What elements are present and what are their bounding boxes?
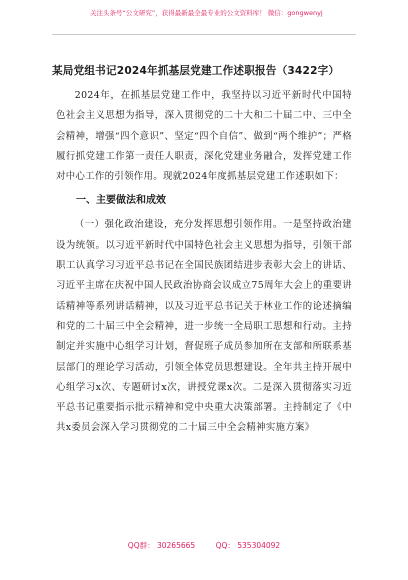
intro-paragraph: 2024年，在抓基层党建工作中，我坚持以习近平新时代中国特色社会主义思想为指导，深入贯彻党的二十大和二十届二中、三中全会精神，增强“四个意识”、坚定“四个自信”、做到“两个维护”；严格履行抓党建工作第一责任人职责，深化党建业务融合，发挥党建工作对中心工作的引领作用。现就2024年度抓基层党建工作述职如下： (56, 90, 352, 183)
header-divider (52, 34, 356, 35)
section-heading: 一、主要做法和成效 (76, 195, 166, 207)
document-title: 某局党组书记2024年抓基层党建工作述职报告（3422字） (52, 65, 340, 77)
qq-group-text: QQ群： 30265665 (127, 541, 196, 550)
section-paragraph: （一）强化政治建设，充分发挥思想引领作用。一是坚持政治建设为统领。以习近平新时代中国特色社会主义思想为指导，引领干部职工认真学习习近平总书记在全国民族团结进步表彰大会上的讲话、习近平主席在庆祝中国人民政治协商会议成立75周年大会上的重要讲话精神等系列讲话精神，以及习近平总书记关于林业工作的论述摘编和党的二十届三中全会精神，进一步统一全局职工思想和行动。主持制定并实施中心组学习计划，督促班子成员参加所在支部和所联系基层部门的理论学习活动，引领全体党员思想建设。全年共主持开展中心组学习x次、专题研讨x次，讲授党课x次。二是深入贯彻落实习近平总书记重要指示批示精神和党中央重大决策部署。主持制定了《中共x委员会深入学习贯彻党的二十届三中全会精神实施方案》 (56, 219, 352, 434)
qq-number-text: QQ： 535304092 (215, 541, 281, 550)
footer-contacts (0, 540, 408, 551)
header-banner: 关注头条号“公文研究”，获得最新最全最专业的公文资料库！ 微信：gongwenyj (90, 9, 323, 17)
document-body (56, 86, 352, 439)
